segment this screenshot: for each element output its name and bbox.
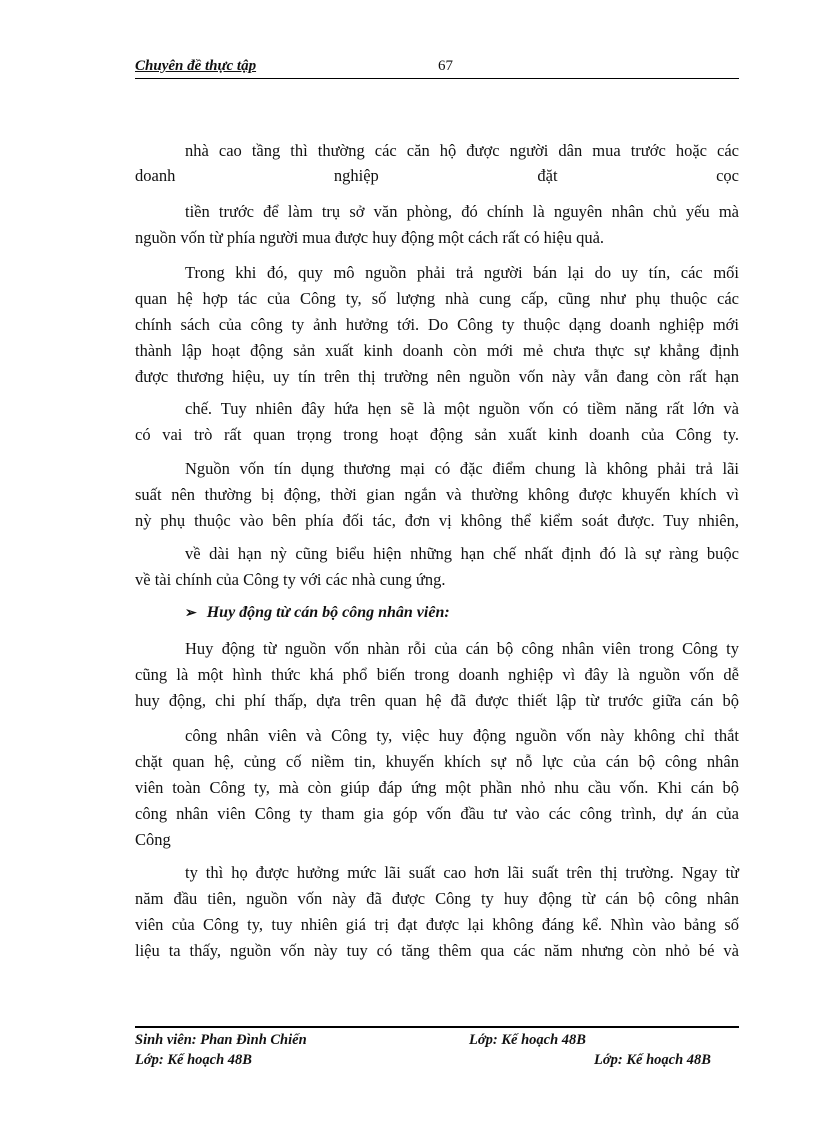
text-line: viên toàn Công ty, mà còn giúp đáp ứng một phần nhỏ nhu cầu vốn. Khi cán bộ	[135, 778, 739, 797]
text-line: viên của Công ty, tuy nhiên giá trị đạt được lại không đáng kể. Nhìn vào bảng số	[135, 915, 739, 934]
page-number: 67	[438, 58, 453, 74]
text-line: ty thì họ được hưởng mức lãi suất cao hơn lãi suất trên thị trường. Ngay từ	[185, 863, 739, 882]
text-line: chế. Tuy nhiên đây hứa hẹn sẽ là một nguồn vốn có tiềm năng rất lớn và	[185, 399, 739, 418]
page-header	[135, 58, 739, 79]
text-line: được thương hiệu, uy tín trên thị trường nên nguồn vốn này vẫn đang còn rất hạn	[135, 367, 739, 386]
text-line: công nhân viên và Công ty, việc huy động nguồn vốn này không chỉ thắt	[185, 726, 739, 745]
text-line: cũng là một hình thức khá phổ biến trong doanh nghiệp vì đây là nguồn vốn dễ	[135, 665, 739, 684]
arrow-bullet-icon: ➢	[185, 606, 197, 621]
section-heading-text: Huy động từ cán bộ công nhân viên:	[206, 604, 450, 621]
text-line: về tài chính của Công ty với các nhà cung ứng.	[135, 570, 446, 589]
footer-class-left: Lớp: Kế hoạch 48B	[135, 1052, 252, 1068]
text-line: liệu ta thấy, nguồn vốn này tuy có tăng thêm qua các năm nhưng còn nhỏ bé và	[135, 941, 739, 960]
text-line: có vai trò rất quan trọng trong hoạt động sản xuất kinh doanh của Công ty.	[135, 425, 739, 444]
footer-class-top: Lớp: Kế hoạch 48B	[469, 1032, 586, 1048]
footer-student-name: Sinh viên: Phan Đình Chiến	[135, 1032, 307, 1048]
text-line: Trong khi đó, quy mô nguồn phải trả người bán lại do uy tín, các mối	[185, 263, 739, 282]
text-line: thành lập hoạt động sản xuất kinh doanh còn mới mẻ chưa thực sự khẳng định	[135, 341, 739, 360]
text-line: huy động, chi phí thấp, dựa trên quan hệ đã được thiết lập từ trước giữa cán bộ	[135, 691, 739, 710]
text-line: tiền trước để làm trụ sở văn phòng, đó chính là nguyên nhân chủ yếu mà	[185, 202, 739, 221]
text-line: quan hệ hợp tác của Công ty, số lượng nhà cung cấp, cũng như phụ thuộc các	[135, 289, 739, 308]
text-line: nguồn vốn từ phía người mua được huy động một cách rất có hiệu quả.	[135, 228, 605, 247]
text-line: doanh nghiệp đặt cọc	[135, 166, 739, 185]
text-line: chính sách của công ty ảnh hưởng tới. Do Công ty thuộc dạng doanh nghiệp mới	[135, 315, 739, 334]
text-line: Công	[135, 830, 171, 849]
text-line: Nguồn vốn tín dụng thương mại có đặc điểm chung là không phải trả lãi	[185, 459, 739, 478]
footer-class-bottom: Lớp: Kế hoạch 48B	[594, 1052, 711, 1068]
text-line: Huy động từ nguồn vốn nhàn rỗi của cán bộ công nhân viên trong Công ty	[185, 639, 739, 658]
page-footer	[135, 1026, 739, 1068]
text-line: nỳ phụ thuộc vào bên phía đối tác, đơn vị không thể kiểm soát được. Tuy nhiên,	[135, 511, 739, 530]
text-line: chặt quan hệ, củng cố niềm tin, khuyến khích sự nỗ lực của cán bộ công nhân	[135, 752, 739, 771]
text-line: nhà cao tầng thì thường các căn hộ được người dân mua trước hoặc các	[185, 141, 739, 160]
section-heading	[185, 602, 450, 624]
text-line: năm đầu tiên, nguồn vốn này đã được Công ty huy động từ cán bộ công nhân	[135, 889, 739, 908]
text-line: về dài hạn nỳ cũng biểu hiện những hạn chế nhất định đó là sự ràng buộc	[185, 544, 739, 563]
document-title: Chuyên đề thực tập	[135, 58, 257, 74]
text-line: suất nên thường bị động, thời gian ngắn và thường không được khuyến khích vì	[135, 485, 739, 504]
text-line: công nhân viên Công ty tham gia góp vốn đầu tư vào các công trình, dự án của	[135, 804, 739, 823]
